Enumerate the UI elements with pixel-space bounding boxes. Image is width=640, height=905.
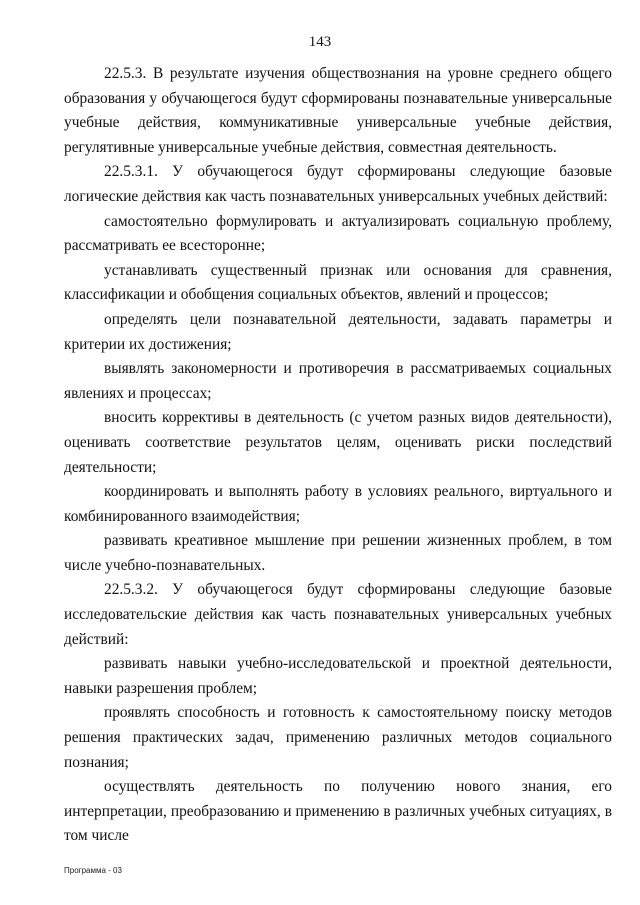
document-body [64,62,612,849]
list-item-research-skills: развивать навыки учебно-исследовательской и проектной деятельности, навыки разрешения проблем; [64,655,612,697]
list-item-define-goals: определять цели познавательной деятельности, задавать параметры и критерии их достижения; [64,310,612,353]
paragraph-22-5-3-2: 22.5.3.2. У обучающегося будут сформированы следующие базовые исследовательские действия как часть познавательных универсальных учебных действий: [64,581,612,648]
list-item-establish-criteria: устанавливать существенный признак или основания для сравнения, классификации и обобщения социальных объектов, явлений и процессов; [64,261,612,304]
list-item-formulate-problem: самостоятельно формулировать и актуализировать социальную проблему, рассматривать ее всесторонне; [64,212,612,255]
list-item-new-knowledge: осуществлять деятельность по получению нового знания, его интерпретации, преобразованию и применению в различных учебных ситуациях, в том числе [64,778,612,845]
list-item-adjust-activity: вносить коррективы в деятельность (с учетом разных видов деятельности), оценивать соответствие результатов целям, оценивать риски последствий деятельности; [64,409,612,476]
list-item-coordinate-work: координировать и выполнять работу в условиях реального, виртуального и комбинированного взаимодействия; [64,483,612,525]
page-number: 143 [308,34,332,50]
list-item-search-methods: проявлять способность и готовность к самостоятельному поиску методов решения практических задач, применению различных методов социального познания; [64,704,612,771]
paragraph-22-5-3: 22.5.3. В результате изучения обществознания на уровне среднего общего образования у обучающегося будут сформированы познавательные универсальные учебные действия, коммуникативные универсальные учебные действия, регулятивные универсальные учебные действия, совместная деятельность. [64,65,612,156]
footer-program-label: Программа - 03 [64,866,122,875]
list-item-creative-thinking: развивать креативное мышление при решении жизненных проблем, в том числе учебно-познавательных. [64,532,612,574]
list-item-identify-patterns: выявлять закономерности и противоречия в рассматриваемых социальных явлениях и процессах; [64,360,612,402]
paragraph-22-5-3-1: 22.5.3.1. У обучающегося будут сформированы следующие базовые логические действия как часть познавательных универсальных учебных действий: [64,163,612,205]
